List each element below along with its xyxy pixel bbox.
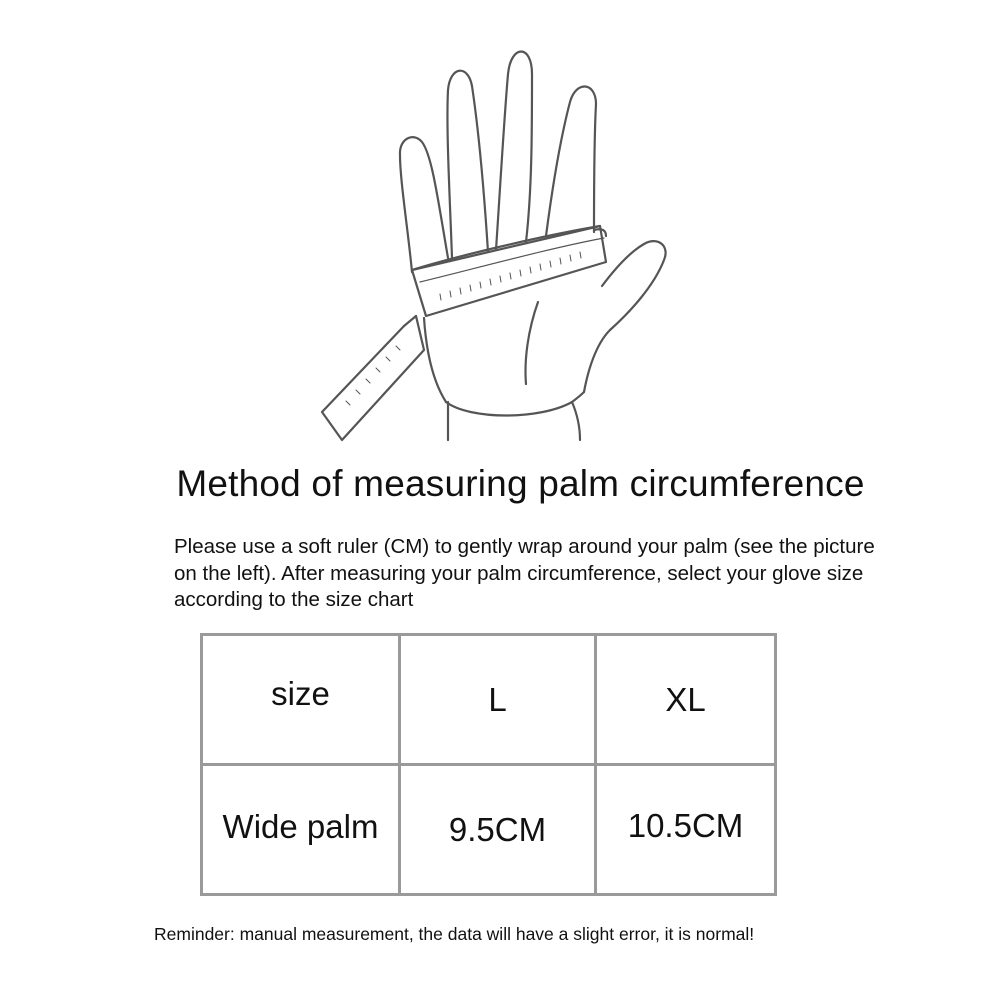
measuring-instructions: Please use a soft ruler (CM) to gently wrap around your palm (see the picture on the left). After measuring your palm circumference, select your glove size according to the size chart [174,535,875,611]
wide-palm-label-cell: Wide palm [202,765,400,895]
size-header-cell: size [202,635,400,765]
hand-measurement-illustration [300,30,720,450]
palm-width-xl-cell: 10.5CM [596,765,776,895]
palm-width-l-cell: 9.5CM [400,765,596,895]
size-l-cell: L [400,635,596,765]
table-row-palm-width [202,765,776,895]
hand-with-measuring-tape-icon [300,30,720,450]
size-chart-table [200,633,777,896]
size-xl-cell: XL [596,635,776,765]
table-row-size [202,635,776,765]
reminder-note: Reminder: manual measurement, the data will have a slight error, it is normal! [154,924,755,944]
page-title: Method of measuring palm circumference [176,463,865,504]
